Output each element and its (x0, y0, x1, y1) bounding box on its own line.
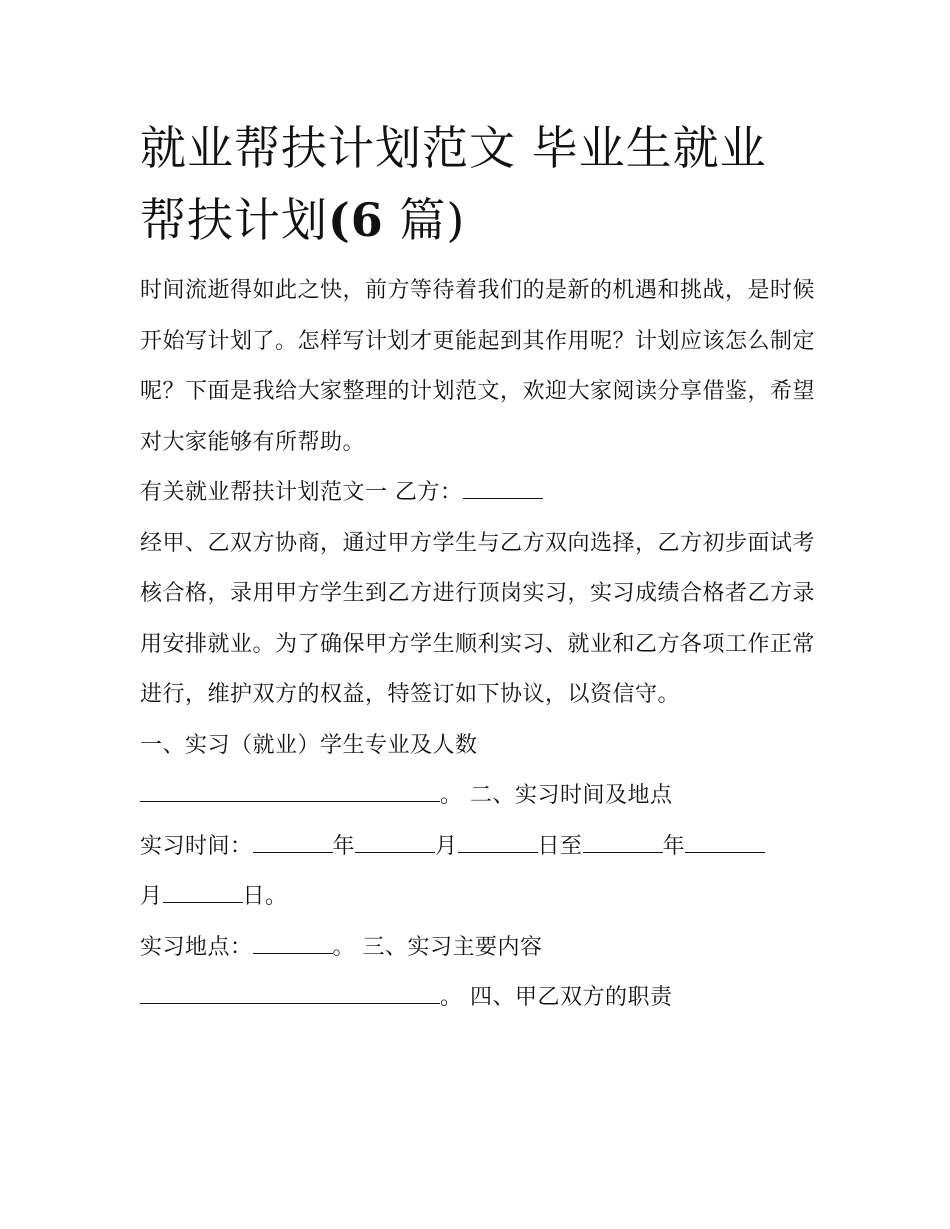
end-day-blank (163, 880, 243, 903)
day-to-label: 日至 (537, 833, 583, 859)
title-line-1: 就业帮扶计划范文 毕业生就业 (140, 121, 767, 175)
major-count-blank (140, 779, 440, 802)
item-2-line (140, 771, 820, 822)
item-2-heading: 。 二、实习时间及地点 (440, 783, 673, 808)
time-line (140, 822, 820, 923)
item-4-heading: 。 四、甲乙双方的职责 (440, 985, 673, 1010)
month-label: 月 (435, 833, 458, 859)
end-year-blank (583, 830, 663, 853)
place-label: 实习地点： (140, 934, 253, 960)
place-line (140, 923, 820, 974)
end-month-blank (685, 830, 765, 853)
section-1-heading (140, 468, 820, 519)
section-1-heading-text: 有关就业帮扶计划范文一 乙方： (140, 480, 463, 505)
intro-paragraph: 时间流逝得如此之快，前方等待着我们的是新的机遇和挑战，是时候开始写计划了。怎样写计划才更能起到其作用呢？计划应该怎么制定呢？下面是我给大家整理的计划范文，欢迎大家阅读分享借鉴，希望对大家能够有所帮助。 (140, 278, 816, 455)
item-1-heading: 一、实习（就业）学生专业及人数 (140, 732, 478, 758)
year-label-2: 年 (662, 833, 686, 859)
year-label: 年 (332, 833, 356, 859)
content-blank (140, 981, 440, 1004)
start-year-blank (253, 830, 333, 853)
item-4-line (140, 973, 820, 1024)
month-label-2: 月 (140, 884, 163, 909)
agreement-paragraph: 经甲、乙双方协商，通过甲方学生与乙方双向选择，乙方初步面试考核合格，录用甲方学生到乙方进行顶岗实习，实习成绩合格者乙方录用安排就业。为了确保甲方学生顺利实习、就业和乙方各项工作正常进行，维护双方的权益，特签订如下协议，以资信守。 (140, 530, 816, 707)
title-line-2-num: (6 (328, 193, 384, 247)
time-label: 实习时间： (140, 833, 253, 859)
title-line-2-suffix: 篇) (383, 193, 466, 247)
start-month-blank (355, 830, 435, 853)
start-day-blank (458, 830, 538, 853)
day-end-label: 日。 (242, 884, 288, 909)
title-line-2-prefix: 帮扶计划 (140, 193, 328, 247)
document-page (140, 112, 820, 1024)
party-b-blank (463, 476, 543, 499)
document-title (140, 112, 820, 256)
item-3-heading: 。 三、实习主要内容 (332, 934, 543, 960)
place-blank (253, 931, 333, 954)
